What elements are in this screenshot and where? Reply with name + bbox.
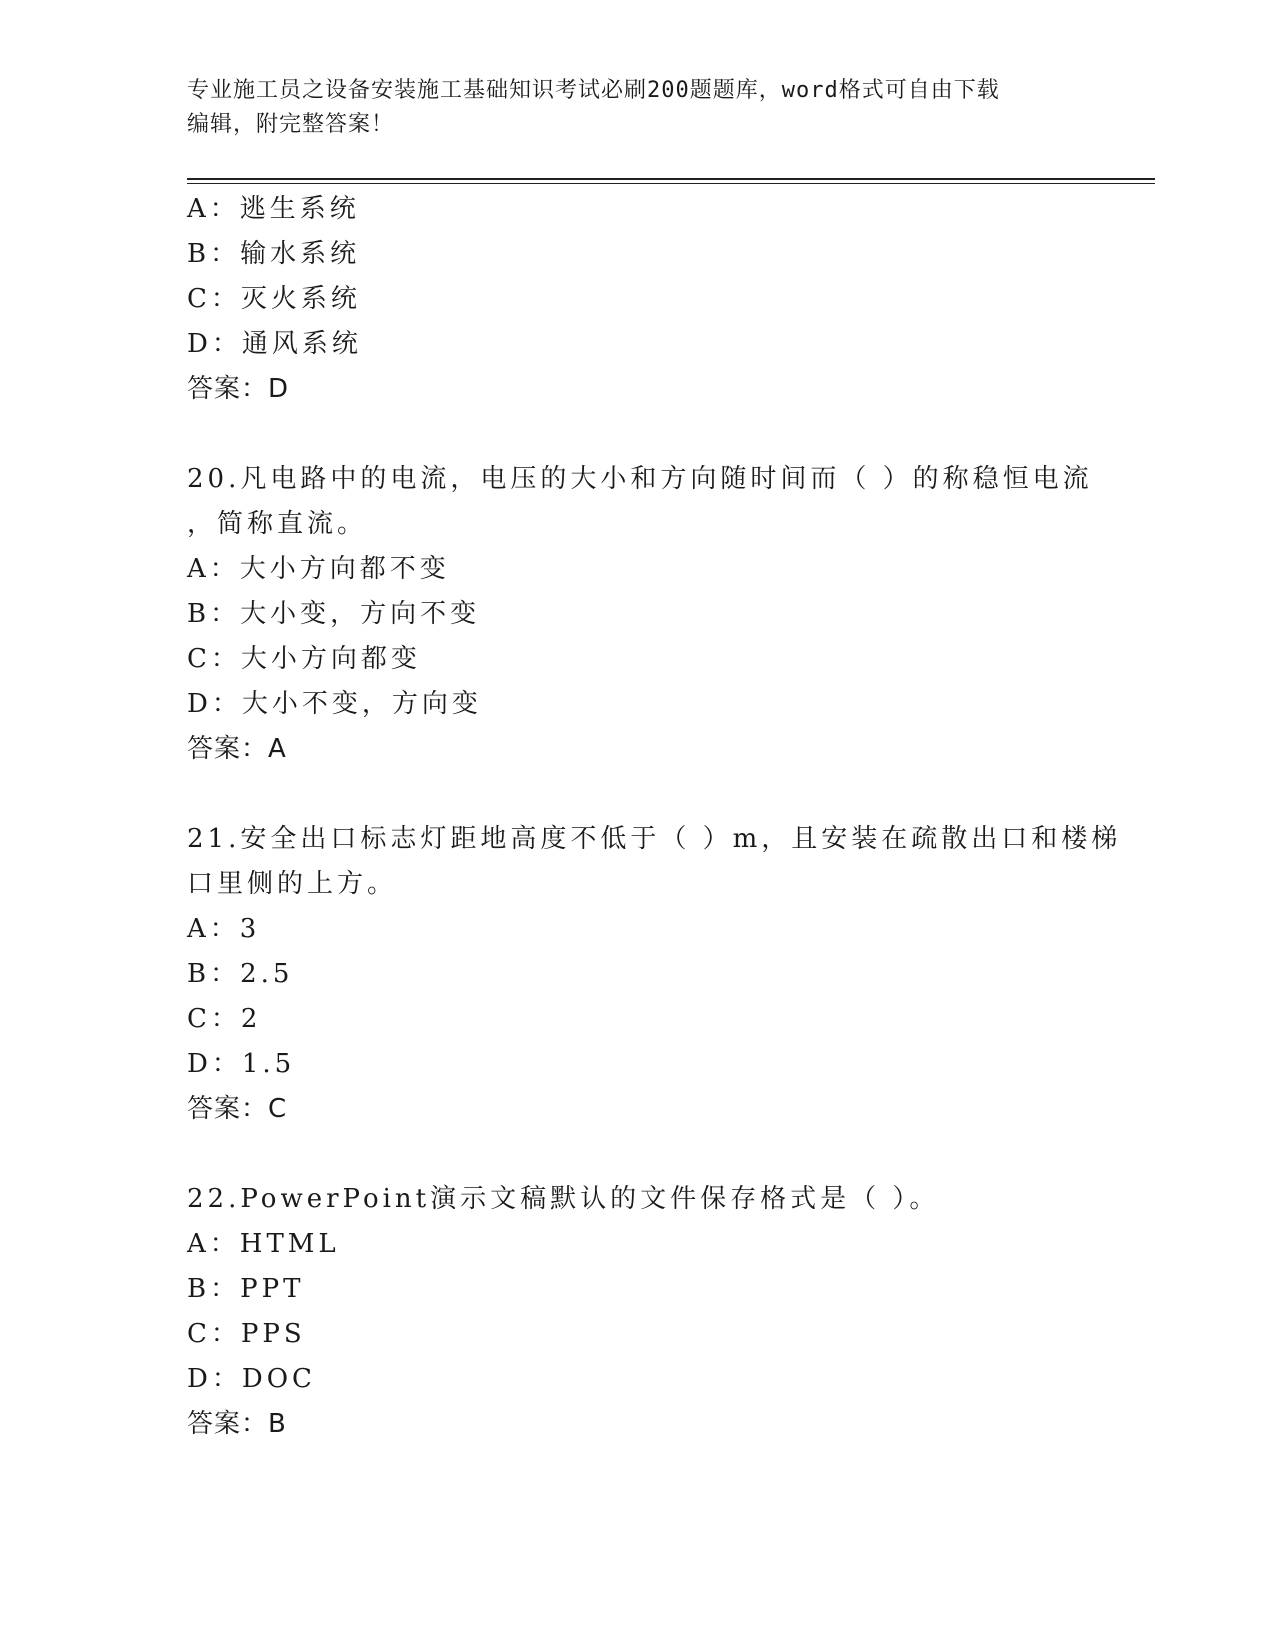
q21-option-a: A：3: [187, 914, 261, 944]
header-divider-thick: [187, 178, 1155, 180]
q19-option-d: D：通风系统: [187, 329, 362, 359]
q22-option-a: A：HTML: [187, 1229, 340, 1259]
q22-stem-line-1: 22.PowerPoint演示文稿默认的文件保存格式是（ ）。: [187, 1184, 940, 1214]
q21-answer: 答案：C: [187, 1094, 288, 1124]
q20-option-c: C：大小方向都变: [187, 644, 421, 674]
q22-answer: 答案：B: [187, 1409, 287, 1439]
q22-option-c: C：PPS: [187, 1319, 306, 1349]
document-header: [187, 74, 1067, 142]
q20-stem-line-2: ，简称直流。: [187, 509, 368, 539]
header-title-line-2: 编辑，附完整答案！: [187, 112, 395, 137]
header-divider-thin: [187, 183, 1155, 184]
q20-answer: 答案：A: [187, 734, 287, 764]
q21-stem-line-2: 口里侧的上方。: [187, 869, 398, 899]
q20-option-d: D：大小不变，方向变: [187, 689, 482, 719]
q21-option-b: B：2.5: [187, 959, 294, 989]
q21-stem-line-1: 21.安全出口标志灯距地高度不低于（ ）m，且安装在疏散出口和楼梯: [187, 824, 1122, 854]
q19-option-b: B：输水系统: [187, 239, 361, 269]
q20-option-a: A：大小方向都不变: [187, 554, 450, 584]
q19-answer: 答案：D: [187, 374, 290, 404]
q21-option-d: D：1.5: [187, 1049, 296, 1079]
q19-option-a: A：逃生系统: [187, 194, 360, 224]
q19-option-c: C：灭火系统: [187, 284, 361, 314]
q22-option-d: D：DOC: [187, 1364, 316, 1394]
q22-option-b: B：PPT: [187, 1274, 305, 1304]
q21-option-c: C：2: [187, 1004, 262, 1034]
q20-option-b: B：大小变，方向不变: [187, 599, 481, 629]
header-title-line-1: 专业施工员之设备安装施工基础知识考试必刷200题题库，word格式可自由下载: [187, 78, 1000, 103]
q20-stem-line-1: 20.凡电路中的电流，电压的大小和方向随时间而（ ）的称稳恒电流: [187, 464, 1093, 494]
